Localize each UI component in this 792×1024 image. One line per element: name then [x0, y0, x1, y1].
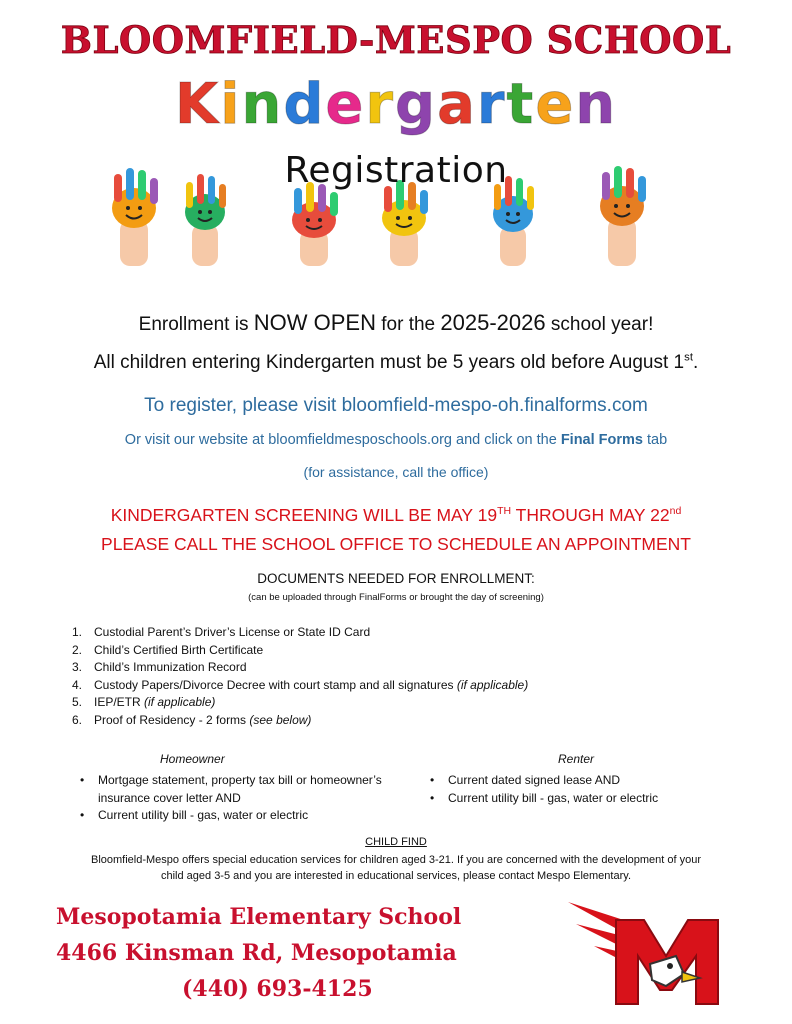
kindergarten-letter: K: [174, 72, 221, 137]
renter-item: • Current utility bill - gas, water or electric: [426, 790, 736, 808]
homeowner-list: [76, 772, 386, 825]
documents-heading: DOCUMENTS NEEDED FOR ENROLLMENT:: [257, 571, 535, 586]
enrollment-open-line: Enrollment is NOW OPEN for the 2025-2026 school year!: [138, 310, 654, 335]
footer-phone: (440) 693-4125: [182, 976, 373, 1002]
document-item: 5. IEP/ETR (if applicable): [72, 695, 216, 709]
documents-list: [72, 624, 528, 729]
kindergarten-letter: a: [437, 72, 477, 137]
child-find-text: Bloomfield-Mespo offers special education services for children aged 3-21. If you are concerned with the development of your child aged 3-5 and you are interested in educational services, please contact Mespo Elementary.: [90, 854, 702, 882]
homeowner-heading: Homeowner: [160, 752, 225, 766]
kindergarten-letter: n: [241, 72, 284, 137]
documents-subheading: (can be uploaded through FinalForms or brought the day of screening): [248, 592, 544, 603]
hand-center2-group: [382, 180, 428, 266]
document-item: 2. Child’s Certified Birth Certificate: [72, 642, 264, 657]
document-item: 3. Child’s Immunization Record: [72, 660, 247, 674]
renter-list: [426, 772, 736, 807]
kindergarten-letter: g: [395, 72, 438, 137]
renter-heading: Renter: [558, 752, 595, 766]
homeowner-item: • Current utility bill - gas, water or electric: [76, 807, 386, 825]
kindergarten-heading: [0, 72, 792, 137]
logo-bird-eye: [667, 963, 673, 969]
kindergarten-letter: i: [220, 72, 242, 137]
child-find-heading: CHILD FIND: [365, 836, 427, 848]
kindergarten-letter: t: [506, 72, 536, 137]
registration-heading: Registration: [284, 150, 508, 191]
document-item: 4. Custody Papers/Divorce Decree with court stamp and all signatures (if applicable): [72, 677, 529, 692]
kindergarten-letter: r: [365, 72, 396, 137]
footer-school-name: Mesopotamia Elementary School: [56, 904, 462, 930]
schedule-appointment-line: PLEASE CALL THE SCHOOL OFFICE TO SCHEDULE AN APPOINTMENT: [101, 534, 691, 554]
renter-item: • Current dated signed lease AND: [426, 772, 736, 790]
document-item: 6. Proof of Residency - 2 forms (see below): [72, 712, 312, 727]
document-item: 1. Custodial Parent’s Driver’s License or State ID Card: [72, 625, 371, 639]
assistance-line: (for assistance, call the office): [303, 464, 489, 480]
kindergarten-letter: r: [476, 72, 507, 137]
school-title: BLOOMFIELD-MESPO SCHOOL: [60, 18, 732, 62]
mascot-logo: [566, 894, 736, 1012]
kindergarten-letter: d: [283, 72, 326, 137]
hand-center-group: [292, 182, 338, 266]
kindergarten-letter: e: [535, 72, 576, 137]
footer-address: 4466 Kinsman Rd, Mesopotamia: [56, 940, 457, 966]
screening-dates-line: KINDERGARTEN SCREENING WILL BE MAY 19TH THROUGH MAY 22nd: [110, 505, 682, 525]
kindergarten-letter: n: [575, 72, 618, 137]
website-line: Or visit our website at bloomfieldmesposchools.org and click on the Final Forms tab: [124, 432, 668, 448]
age-requirement-line: All children entering Kindergarten must be 5 years old before August 1st.: [93, 351, 699, 373]
register-link-line[interactable]: To register, please visit bloomfield-mespo-oh.finalforms.com: [144, 395, 648, 416]
kindergarten-letter: e: [325, 72, 366, 137]
homeowner-item: • Mortgage statement, property tax bill or homeowner’s insurance cover letter AND: [76, 772, 386, 807]
